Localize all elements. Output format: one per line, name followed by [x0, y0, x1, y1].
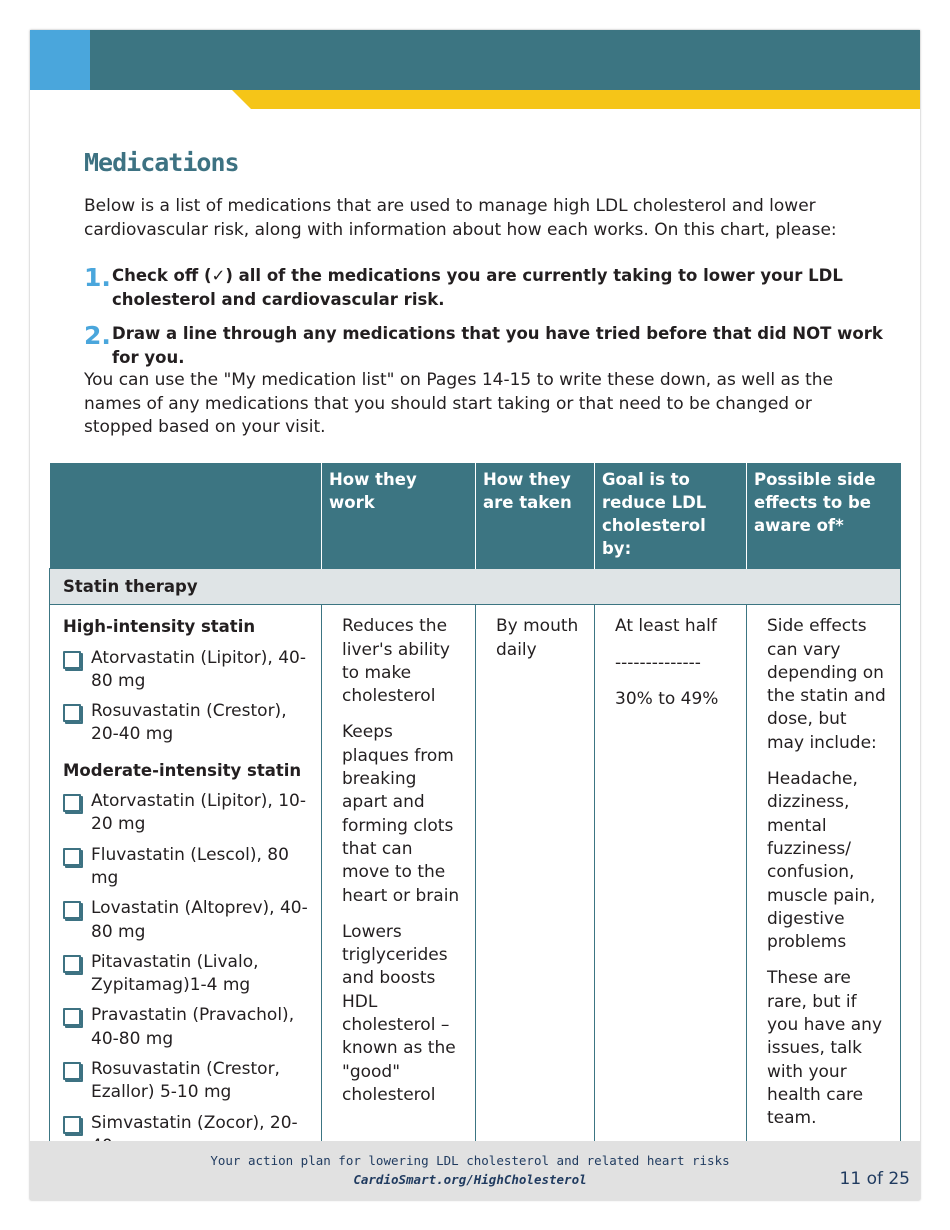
checkbox-icon[interactable]	[63, 901, 81, 919]
medication-name: Atorvastatin (Lipitor), 40-80 mg	[91, 647, 306, 691]
side-effects-cell	[747, 605, 901, 1180]
medication-name: Rosuvastatin (Crestor, Ezallor) 5-10 mg	[91, 1059, 280, 1103]
section-row	[50, 569, 901, 605]
how-work-item: Keeps plaques from breaking apart and forming clots that can move to the heart or brain	[342, 722, 460, 906]
list-item[interactable]	[63, 951, 315, 998]
goal-moderate-text: 30% to 49%	[615, 688, 719, 709]
checkbox-icon[interactable]	[63, 1116, 81, 1134]
checkbox-icon[interactable]	[63, 1062, 81, 1080]
header-medication	[50, 463, 322, 569]
header-goal: Goal is to reduce LDL cholesterol by:	[595, 463, 747, 569]
intro-paragraph: Below is a list of medications that are used to manage high LDL cholesterol and lower cardiovascular risk, along with information about how each works. On this chart, please:	[84, 196, 837, 240]
how-taken-cell	[476, 605, 595, 1180]
table-header-row	[50, 463, 901, 569]
section-label: Statin therapy	[50, 569, 901, 605]
table-row	[50, 605, 901, 1180]
side-effects-item: Headache, dizziness, mental fuzziness/ confusion, muscle pain, digestive problems	[767, 769, 876, 953]
checkbox-icon[interactable]	[63, 848, 81, 866]
moderate-intensity-label: Moderate-intensity statin	[63, 760, 302, 780]
list-item[interactable]	[63, 647, 315, 694]
how-work-item: Reduces the liver's ability to make cholesterol	[342, 616, 450, 707]
how-work-cell	[322, 605, 476, 1180]
high-intensity-label: High-intensity statin	[63, 617, 256, 637]
footer-link[interactable]: CardioSmart.org/HighCholesterol	[353, 1172, 587, 1187]
medication-name: Atorvastatin (Lipitor), 10-20 mg	[91, 791, 306, 835]
goal-separator: --------------	[615, 652, 701, 673]
step-1-number: 1.	[84, 263, 111, 292]
medication-name: Rosuvastatin (Crestor), 20-40 mg	[91, 701, 287, 745]
step-2-number: 2.	[84, 321, 111, 350]
page-number: 11 of 25	[839, 1169, 910, 1189]
how-work-item: Lowers triglycerides and boosts HDL cholesterol – known as the "good" cholesterol	[342, 921, 456, 1105]
list-item[interactable]	[63, 844, 315, 891]
how-taken-text: By mouth daily	[496, 616, 579, 660]
header-accent-blue	[30, 30, 90, 90]
list-item[interactable]	[63, 1058, 315, 1105]
goal-cell	[595, 605, 747, 1180]
medication-cell	[50, 605, 322, 1180]
list-item[interactable]	[63, 790, 315, 837]
footer-tagline: Your action plan for lowering LDL cholesterol and related heart risks	[210, 1153, 730, 1168]
header-side-effects: Possible side effects to be aware of*	[747, 463, 901, 569]
footer-bar	[30, 1141, 920, 1200]
side-effects-item: Side effects can vary depending on the statin and dose, but may include:	[767, 616, 886, 753]
checkbox-icon[interactable]	[63, 651, 81, 669]
checkbox-icon[interactable]	[63, 1008, 81, 1026]
list-item[interactable]	[63, 700, 315, 747]
medication-name: Simvastatin (Zocor), 20-	[91, 1112, 298, 1133]
note-paragraph: You can use the "My medication list" on Pages 14-15 to write these down, as well as the names of any medications that you should start taking or that need to be changed or stopped based on your visit.	[84, 370, 834, 437]
header-bar	[90, 30, 920, 90]
step-1-text: Check off (✓) all of the medications you are currently taking to lower your LDL cholesterol and cardiovascular risk.	[112, 266, 843, 309]
list-item[interactable]	[63, 897, 315, 944]
medication-name: Pitavastatin (Livalo, Zypitamag)1-4 mg	[91, 951, 259, 996]
medication-name: Pravastatin (Pravachol), 40-80 mg	[91, 1005, 295, 1049]
medication-name: Lovastatin (Altoprev), 40-80 mg	[91, 898, 308, 942]
header-accent-yellow	[232, 90, 920, 109]
medication-table	[49, 463, 901, 1180]
header-how-taken: How they are taken	[476, 463, 595, 569]
medication-name: Fluvastatin (Lescol), 80 mg	[91, 844, 289, 888]
header-how-work: How they work	[322, 463, 476, 569]
list-item[interactable]	[63, 1004, 315, 1051]
checkbox-icon[interactable]	[63, 704, 81, 722]
goal-high-text: At least half	[615, 616, 717, 637]
page-title: Medications	[84, 148, 239, 177]
checkbox-icon[interactable]	[63, 955, 81, 973]
checkbox-icon[interactable]	[63, 794, 81, 812]
step-2-text: Draw a line through any medications that you have tried before that did NOT work for you.	[112, 324, 883, 367]
side-effects-item: These are rare, but if you have any issues, talk with your health care team.	[767, 968, 883, 1129]
